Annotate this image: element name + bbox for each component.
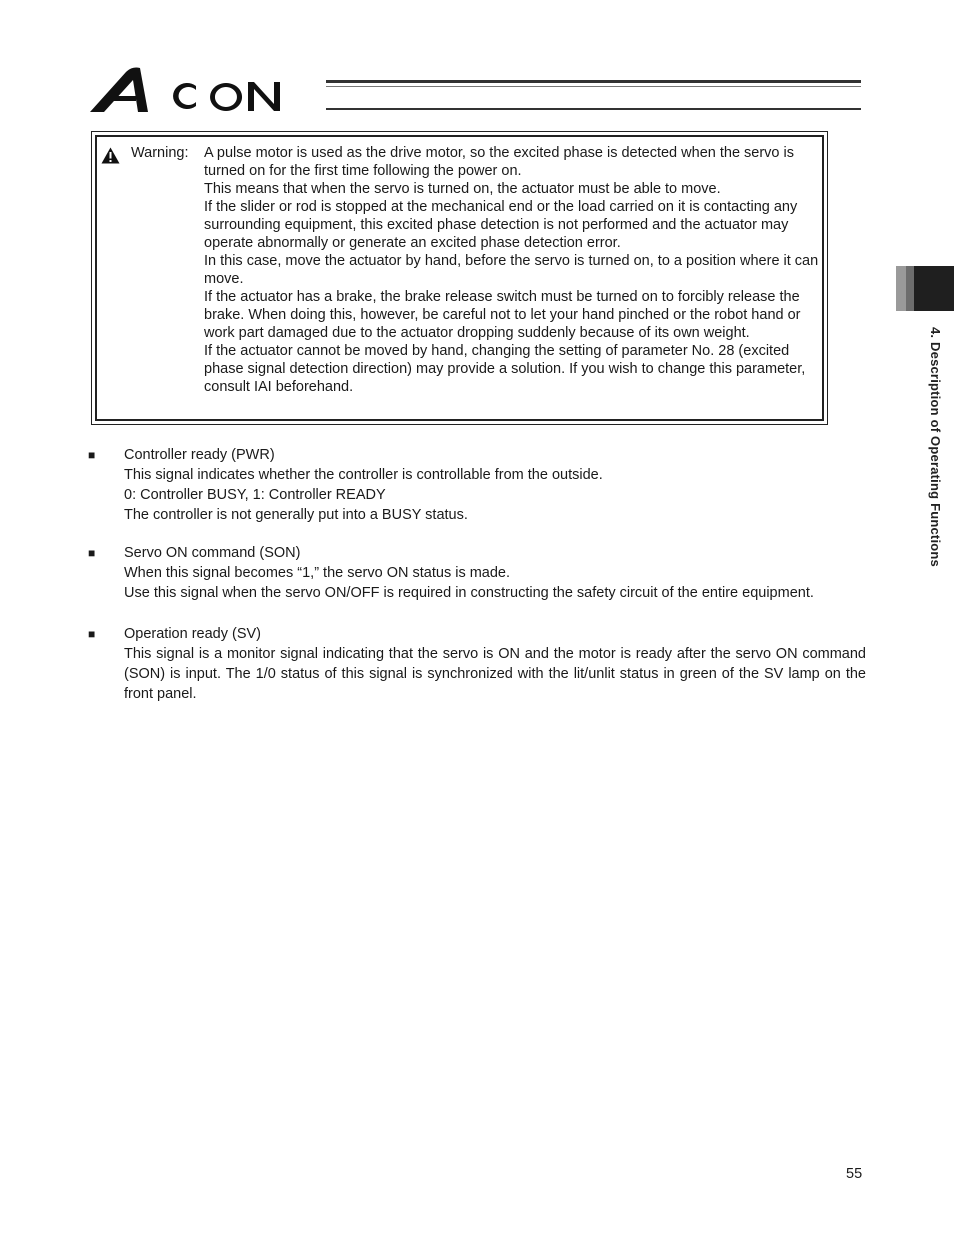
bullet-icon: ■ — [88, 546, 96, 560]
section-body — [124, 644, 866, 704]
section-line: When this signal becomes “1,” the servo ON status is made. — [124, 565, 511, 581]
acon-logo — [88, 66, 328, 114]
chapter-tab — [896, 266, 954, 311]
section-line: The controller is not generally put into a BUSY status. — [124, 507, 468, 523]
chapter-tab-label: 4. Description of Operating Functions — [928, 327, 943, 567]
section-body — [124, 563, 866, 603]
warning-triangle-icon — [101, 147, 120, 164]
header-rule-bottom — [326, 108, 861, 110]
page-number: 55 — [846, 1166, 863, 1182]
warning-paragraph: In this case, move the actuator by hand, before the servo is turned on, to a position where it can move. — [204, 253, 819, 287]
section-title: Operation ready (SV) — [124, 626, 262, 642]
section-title: Controller ready (PWR) — [124, 447, 275, 463]
logo-text: ACON — [88, 66, 91, 67]
bullet-icon: ■ — [88, 627, 96, 641]
warning-label: Warning: — [131, 145, 189, 161]
warning-text — [204, 144, 822, 396]
warning-paragraph: If the actuator has a brake, the brake release switch must be turned on to forcibly release the brake. When doing this, however, be careful not to let your hand pinched or the robot hand or work part damaged due to the actuator dropping suddenly because of its own weight. — [204, 289, 801, 341]
section-body — [124, 465, 866, 525]
section-line: This signal is a monitor signal indicating that the servo is ON and the motor is ready after the servo ON command (SON) is input. The 1/0 status of this signal is synchronized with the lit/unlit status in green of the SV lamp on the front panel. — [124, 646, 866, 702]
section-line: Use this signal when the servo ON/OFF is required in constructing the safety circuit of the entire equipment. — [124, 585, 814, 601]
section-title: Servo ON command (SON) — [124, 545, 301, 561]
header-rule-thin — [326, 86, 861, 87]
header-rule — [326, 80, 861, 83]
section-line: 0: Controller BUSY, 1: Controller READY — [124, 487, 386, 503]
bullet-icon: ■ — [88, 448, 96, 462]
section-line: This signal indicates whether the controller is controllable from the outside. — [124, 467, 603, 483]
warning-paragraph: If the actuator cannot be moved by hand, changing the setting of parameter No. 28 (excited phase signal detection direction) may provide a solution. If you wish to change this parameter, consult IAI beforehand. — [204, 343, 806, 395]
warning-paragraph: A pulse motor is used as the drive motor, so the excited phase is detected when the servo is turned on for the first time following the power on. — [204, 145, 794, 179]
warning-paragraph: If the slider or rod is stopped at the mechanical end or the load carried on it is contacting any surrounding equipment, this excited phase detection is not performed and the actuator may operate abnormally or generate an excited phase detection error. — [204, 199, 798, 251]
warning-paragraph: This means that when the servo is turned on, the actuator must be able to move. — [204, 181, 721, 197]
